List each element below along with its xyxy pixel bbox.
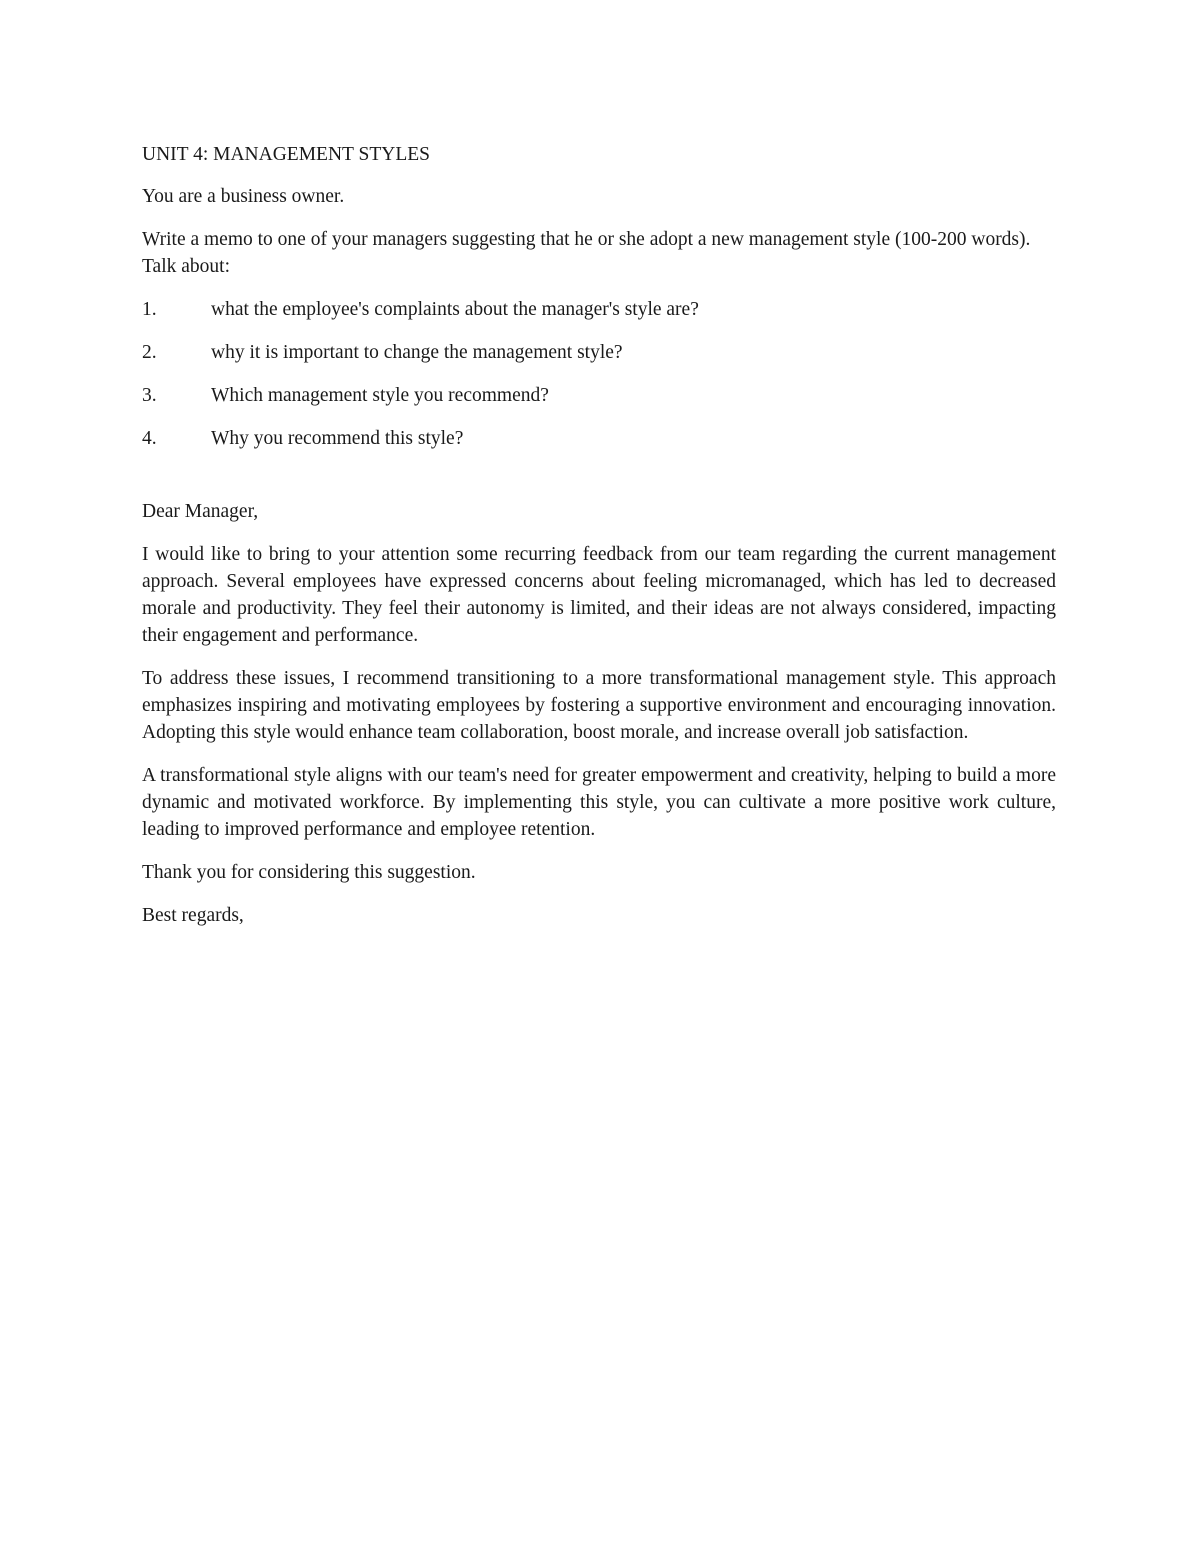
document-title: UNIT 4: MANAGEMENT STYLES	[142, 144, 430, 165]
memo-paragraph: A transformational style aligns with our team's need for greater empowerment and creativity, helping to build a more dynamic and motivated workforce. By implementing this style, you can cultivate a more positive work culture, leading to improved performance and employee retention.	[142, 765, 1056, 840]
question-text: why it is important to change the management style?	[211, 342, 623, 363]
instructions-text: Write a memo to one of your managers suggesting that he or she adopt a new management style (100-200 words). Talk about:	[142, 229, 1031, 277]
memo-paragraph: I would like to bring to your attention some recurring feedback from our team regarding the current management approach. Several employees have expressed concerns about feeling micromanaged, which has led to decreased morale and productivity. They feel their autonomy is limited, and their ideas are not always considered, impacting their engagement and performance.	[142, 544, 1056, 646]
question-number: 3.	[142, 385, 157, 406]
question-text: Why you recommend this style?	[211, 428, 464, 449]
question-item	[142, 425, 1056, 452]
memo-thanks: Thank you for considering this suggestion.	[142, 862, 476, 883]
question-item	[142, 382, 1056, 409]
document-body	[142, 141, 1056, 945]
question-number: 1.	[142, 299, 157, 320]
memo-paragraph: To address these issues, I recommend transitioning to a more transformational management style. This approach emphasizes inspiring and motivating employees by fostering a supportive environment and encouraging innovation. Adopting this style would enhance team collaboration, boost morale, and increase overall job satisfaction.	[142, 668, 1056, 743]
memo-greeting: Dear Manager,	[142, 501, 259, 522]
question-item	[142, 339, 1056, 366]
intro-text: You are a business owner.	[142, 186, 345, 207]
question-item	[142, 296, 1056, 323]
question-number: 2.	[142, 342, 157, 363]
memo-closing: Best regards,	[142, 905, 244, 926]
question-text: Which management style you recommend?	[211, 385, 549, 406]
question-number: 4.	[142, 428, 157, 449]
question-text: what the employee's complaints about the manager's style are?	[211, 299, 699, 320]
